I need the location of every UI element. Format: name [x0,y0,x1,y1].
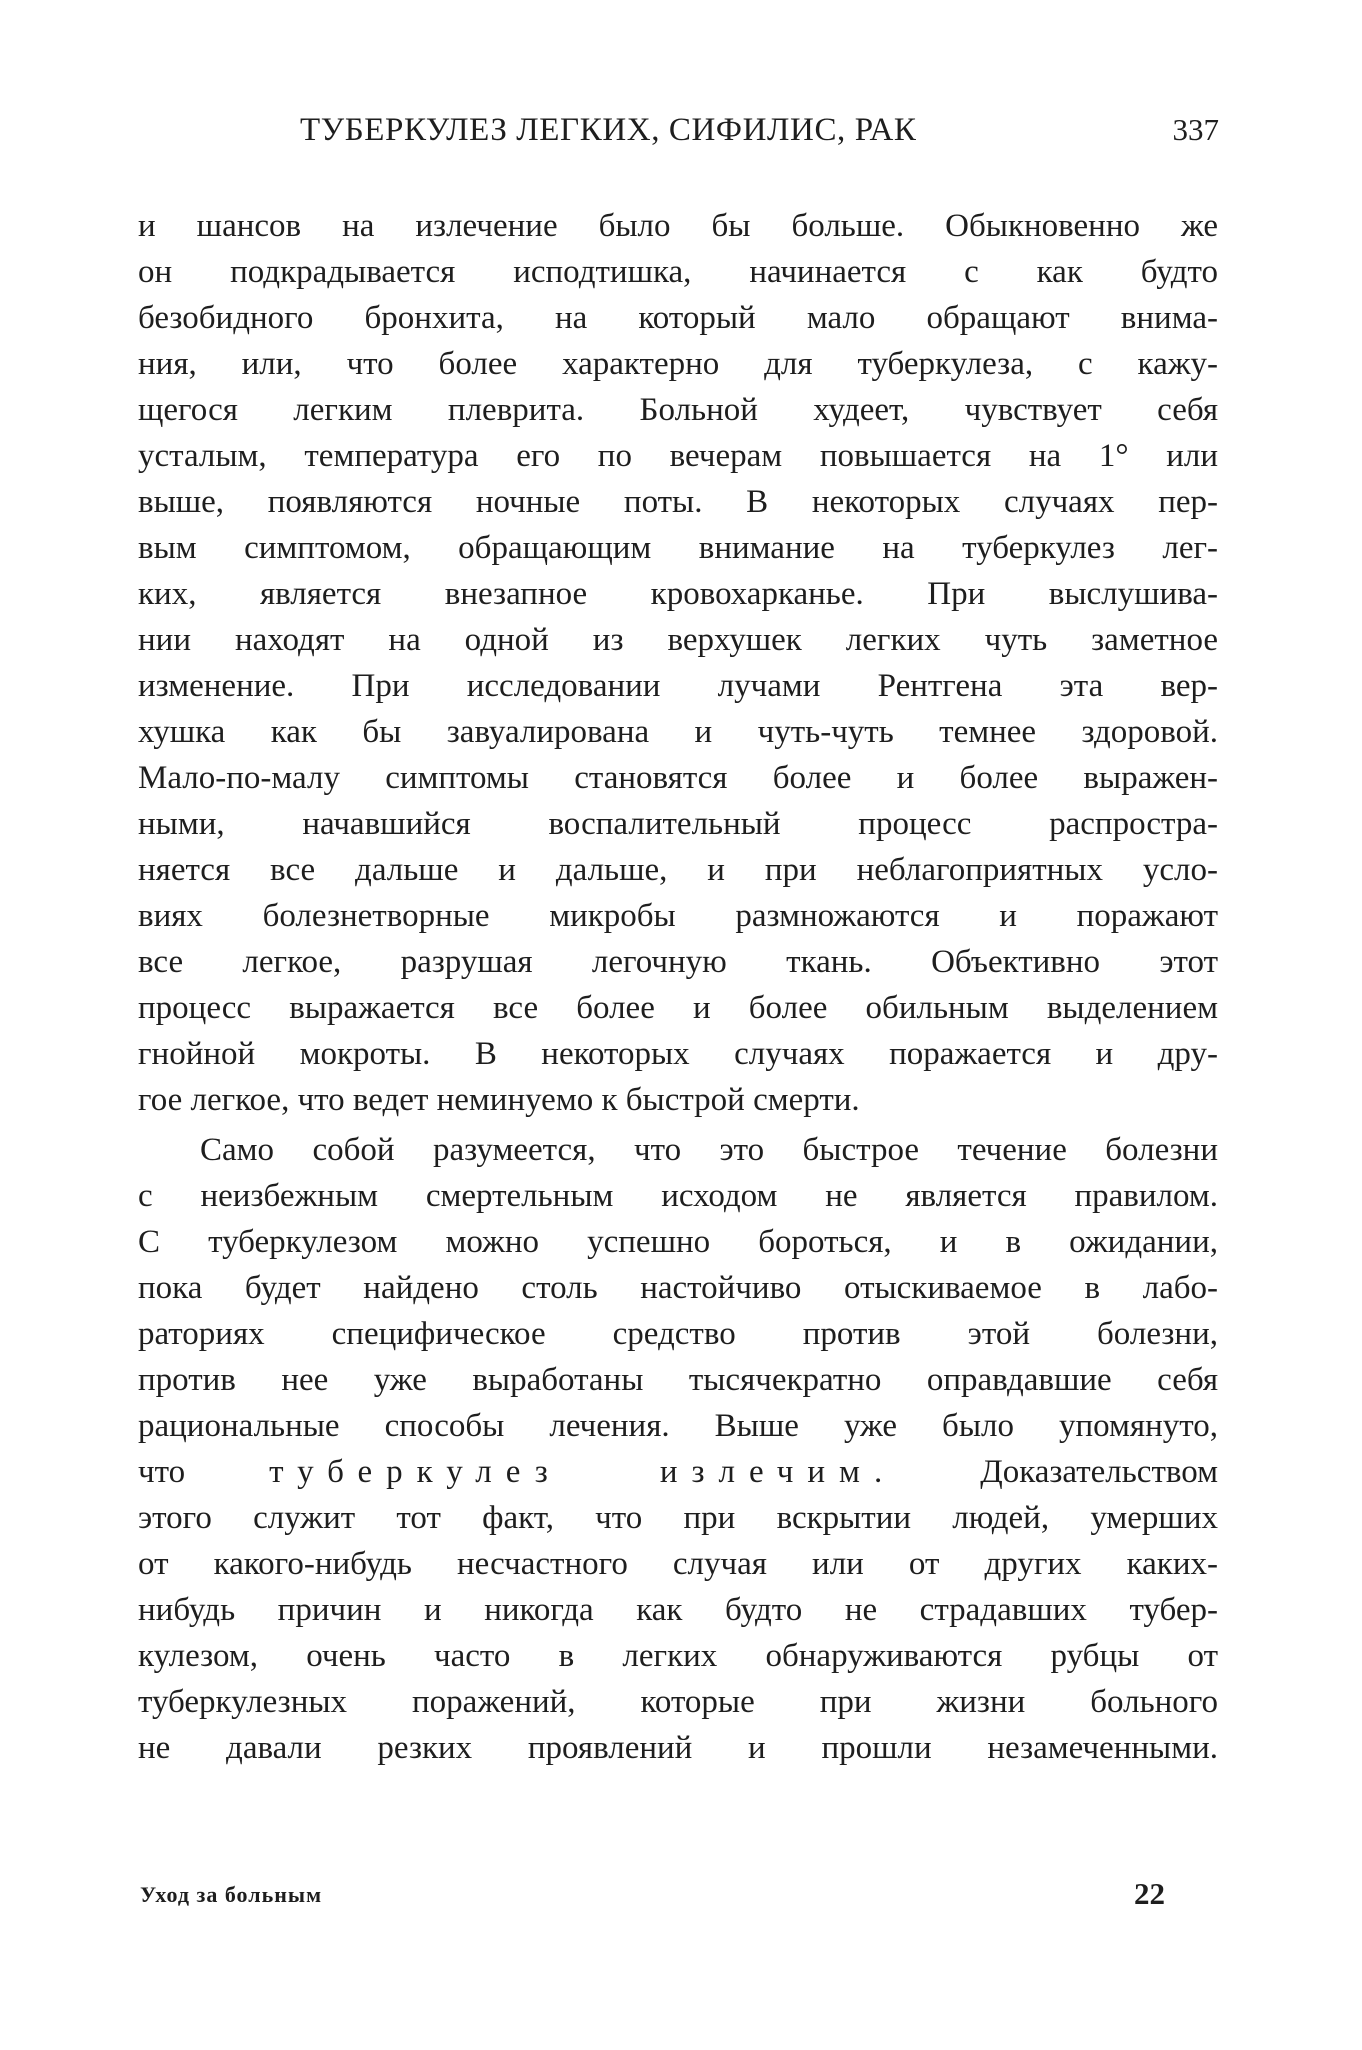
text-line: щегося легким плеврита. Больной худеет, чувствует себя [138,392,1218,428]
text-line: и шансов на излечение было бы больше. Обыкновенно же [138,208,1218,244]
paragraph-1 [138,203,1218,1123]
text-line: гнойной мокроты. В некоторых случаях поражается и дру- [138,1036,1218,1072]
text-line: ными, начавшийся воспалительный процесс распростра- [138,806,1218,842]
emphasis-line [138,1449,1218,1495]
text-line: не давали резких проявлений и прошли незамеченными. [138,1730,1218,1766]
text-line: от какого-нибудь несчастного случая или от других каких- [138,1546,1218,1582]
text-line: рациональные способы лечения. Выше уже было упомянуто, [138,1408,1218,1444]
text-line: гое легкое, что ведет неминуемо к быстрой смерти. [138,1082,860,1118]
text-line: Само собой разумеется, что это быстрое течение болезни [200,1132,1218,1168]
text-line: Мало-по-малу симптомы становятся более и более выражен- [138,760,1218,796]
text-line: безобидного бронхита, на который мало обращают внима- [138,300,1218,336]
text-line: ких, является внезапное кровохарканье. При выслушива- [138,576,1218,612]
text-line: нибудь причин и никогда как будто не страдавших тубер- [138,1592,1218,1628]
text-line: туберкулезных поражений, которые при жизни больного [138,1684,1218,1720]
text-line: няется все дальше и дальше, и при неблагоприятных усло- [138,852,1218,888]
text-line: нии находят на одной из верхушек легких чуть заметное [138,622,1218,658]
text-line: выше, появляются ночные поты. В некоторых случаях пер- [138,484,1218,520]
text-line: кулезом, очень часто в легких обнаруживаются рубцы от [138,1638,1218,1674]
page-footer [140,1876,1165,1916]
text-line: усталым, температура его по вечерам повышается на 1° или [138,438,1218,474]
text-fragment: Доказательством [896,1454,1218,1490]
body-text [138,203,1218,1771]
text-line: он подкрадывается исподтишка, начинается с как будто [138,254,1218,290]
sheet-number: 22 [1134,1876,1165,1911]
paragraph-2 [138,1127,1218,1771]
text-line: пока будет найдено столь настойчиво отыскиваемое в лабо- [138,1270,1218,1306]
text-line: виях болезнетворные микробы размножаются и поражают [138,898,1218,934]
text-line: процесс выражается все более и более обильным выделением [138,990,1218,1026]
text-line: хушка как бы завуалирована и чуть-чуть темнее здоровой. [138,714,1218,750]
text-line: вым симптомом, обращающим внимание на туберкулез лег- [138,530,1218,566]
spaced-emphasis: туберкулез излечим. [269,1454,897,1490]
text-line: против нее уже выработаны тысячекратно оправдавшие себя [138,1362,1218,1398]
text-line: изменение. При исследовании лучами Рентгена эта вер- [138,668,1218,704]
text-line: С туберкулезом можно успешно бороться, и в ожидании, [138,1224,1218,1260]
page-number: 337 [1172,112,1219,147]
text-line: ния, или, что более характерно для туберкулеза, с кажу- [138,346,1218,382]
text-line: этого служит тот факт, что при вскрытии людей, умерших [138,1500,1218,1536]
running-head [300,112,1245,162]
printer-signature: Уход за больным [140,1882,323,1907]
text-line: с неизбежным смертельным исходом не является правилом. [138,1178,1218,1214]
text-fragment: что [138,1454,270,1490]
text-line: раториях специфическое средство против этой болезни, [138,1316,1218,1352]
running-title: ТУБЕРКУЛЕЗ ЛЕГКИХ, СИФИЛИС, РАК [300,112,917,148]
text-line: все легкое, разрушая легочную ткань. Объективно этот [138,944,1218,980]
